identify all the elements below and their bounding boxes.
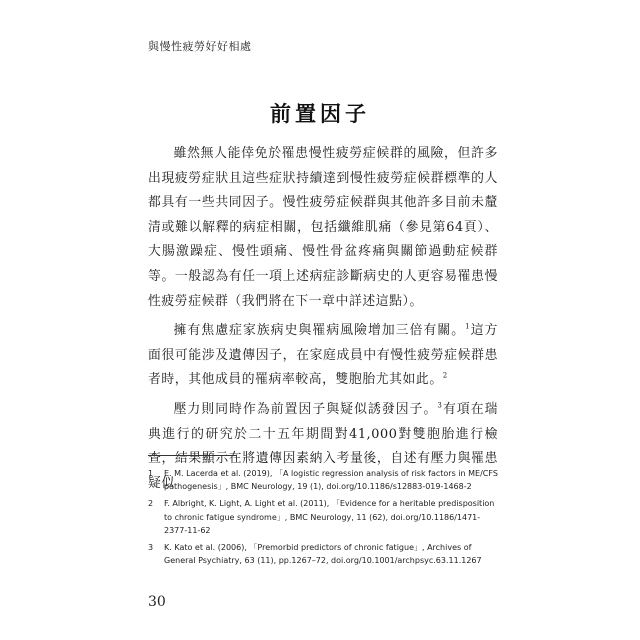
footnote-text: E. M. Lacerda et al. (2019), 「A logistic regression analysis of risk factors in ME/CFS pathogenesis」, BMC Neurology, 19 (1), doi.org/10.1186/s12883-019-1468-2 bbox=[164, 469, 498, 492]
footnote-ref-2: 2 bbox=[442, 372, 448, 381]
section-title: 前置因子 bbox=[270, 101, 370, 126]
body-text bbox=[148, 142, 498, 501]
footnote-item bbox=[148, 497, 498, 537]
footnote-number: 1 bbox=[148, 469, 154, 478]
footnote-divider bbox=[148, 455, 236, 456]
running-head: 與慢性疲勞好好相處 bbox=[148, 40, 252, 53]
footnote-number: 3 bbox=[148, 543, 154, 553]
page-number: 30 bbox=[148, 594, 166, 610]
footnote-text: K. Kato et al. (2006), 「Premorbid predictors of chronic fatigue」, Archives of General Psychiatry, 63 (11), pp.1267–72, doi.org/10.1001/archpsyc.63.11.1267 bbox=[164, 543, 482, 566]
footnote-ref-3: 3 bbox=[437, 401, 443, 410]
paragraph-3-part-b: 有項在瑞典進行的研究於二十五年期間對41,000對雙胞胎進行檢查，結果顯示在將遺傳因素納入考量後，自述有壓力與罹患疑似 bbox=[148, 401, 498, 491]
paragraph-2 bbox=[148, 319, 498, 393]
footnote-item bbox=[148, 467, 498, 493]
footnotes bbox=[148, 467, 498, 571]
paragraph-2-part-a: 擁有焦慮症家族病史與罹病風險增加三倍有關。 bbox=[173, 323, 466, 339]
paragraph-1: 雖然無人能倖免於罹患慢性疲勞症候群的風險，但許多出現疲勞症狀且這些症狀持續達到慢性疲勞症候群標準的人都具有一些共同因子。慢性疲勞症候群與其他許多目前未釐清或難以解釋的病症相關，包括纖維肌痛（參見第64頁）、大腸激躁症、慢性頭痛、慢性骨盆疼痛與關節過動症候群等。一般認為有任一項上述病症診斷病史的人更容易罹患慢性疲勞症候群（我們將在下一章中詳述這點）。 bbox=[148, 146, 498, 309]
footnote-ref-1: 1 bbox=[465, 322, 471, 331]
footnote-number: 2 bbox=[148, 499, 154, 509]
footnote-text: F. Albright, K. Light, A. Light et al. (2011), 「Evidence for a heritable predisposition to chronic fatigue syndrome」, BMC Neurology, 11 (62), doi.org/10.1186/1471-2377-11-62 bbox=[164, 499, 495, 535]
footnote-item bbox=[148, 541, 498, 567]
paragraph-2-part-b: 這方面很可能涉及遺傳因子，在家庭成員中有慢性疲勞症候群患者時，其他成員的罹病率較高，雙胞胎尤其如此。 bbox=[148, 323, 499, 388]
paragraph-3-part-a: 壓力則同時作為前置因子與疑似誘發因子。 bbox=[173, 401, 438, 417]
